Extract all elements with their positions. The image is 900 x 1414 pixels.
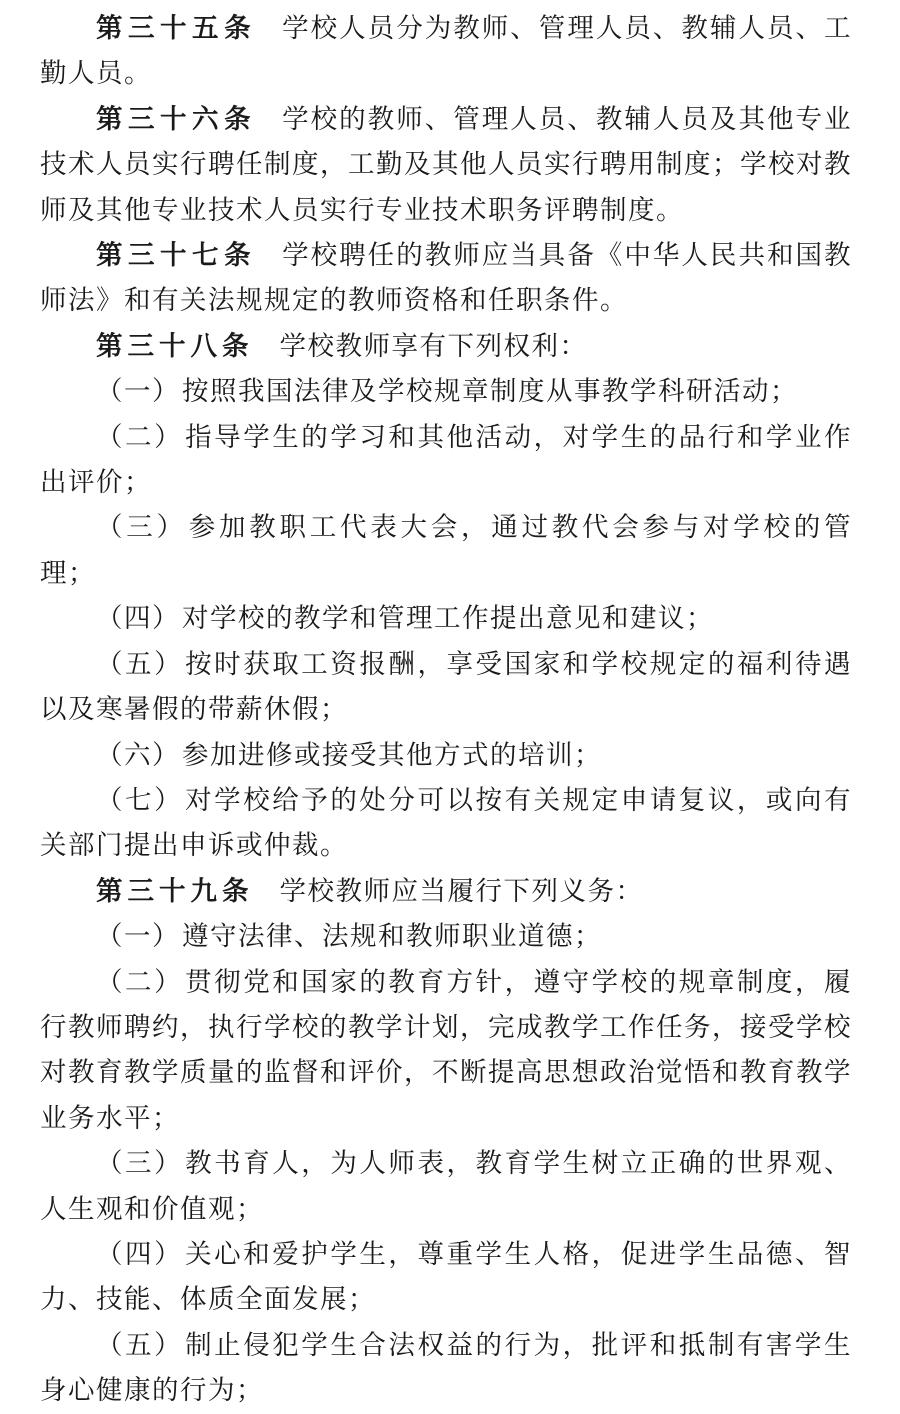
article-number: 第三十九条	[96, 875, 254, 907]
article-text: 学校的教师、管理人员、教辅人员及其他专业技术人员实行聘任制度，工勤及其他人员实行聘用制度；学校对教师及其他专业技术人员实行专业技术职务评聘制度。	[40, 103, 853, 226]
item-text: 参加教职工代表大会，通过教代会参与对学校的管理；	[40, 512, 852, 589]
item-number: （六）	[96, 739, 180, 771]
article-39	[40, 869, 852, 914]
item-number: （五）	[96, 1329, 184, 1361]
item-number: （二）	[96, 421, 184, 453]
list-item	[40, 415, 852, 506]
list-item	[40, 596, 852, 641]
list-item	[40, 733, 852, 778]
item-number: （三）	[96, 1148, 184, 1180]
item-text: 制止侵犯学生合法权益的行为，批评和抵制有害学生身心健康的行为；	[40, 1329, 853, 1407]
item-text: 对学校给予的处分可以按有关规定申请复议，或向有关部门提出申诉或仲裁。	[40, 784, 853, 862]
item-text: 指导学生的学习和其他活动，对学生的品行和学业作出评价；	[40, 421, 853, 499]
article-text: 学校人员分为教师、管理人员、教辅人员、工勤人员。	[40, 13, 853, 90]
item-text: 按照我国法律及学校规章制度从事教学科研活动；	[182, 376, 798, 408]
list-item	[40, 1232, 852, 1323]
list-item	[40, 778, 852, 869]
article-text: 学校教师应当履行下列义务：	[279, 875, 644, 907]
article-35	[40, 6, 852, 97]
list-item	[40, 642, 852, 733]
item-text: 遵守法律、法规和教师职业道德；	[182, 921, 602, 953]
item-text: 参加进修或接受其他方式的培训；	[182, 739, 602, 771]
article-number: 第三十五条	[96, 13, 257, 44]
article-36	[40, 97, 852, 233]
item-number: （二）	[96, 966, 184, 998]
item-number: （一）	[96, 921, 180, 953]
item-text: 关心和爱护学生，尊重学生人格，促进学生品德、智力、技能、体质全面发展；	[40, 1238, 853, 1316]
item-number: （七）	[96, 784, 184, 816]
item-text: 按时获取工资报酬，享受国家和学校规定的福利待遇以及寒暑假的带薪休假；	[40, 648, 853, 726]
article-number: 第三十八条	[96, 330, 254, 362]
list-item	[40, 1323, 852, 1414]
item-text: 教书育人，为人师表，教育学生树立正确的世界观、人生观和价值观；	[40, 1148, 853, 1225]
item-number: （一）	[96, 376, 180, 408]
item-number: （四）	[96, 1238, 184, 1270]
article-number: 第三十六条	[96, 103, 257, 135]
article-number: 第三十七条	[96, 240, 257, 272]
article-37	[40, 233, 852, 324]
article-text: 学校教师享有下列权利：	[279, 330, 588, 362]
list-item	[40, 960, 852, 1142]
item-text: 贯彻党和国家的教育方针，遵守学校的规章制度，履行教师聘约，执行学校的教学计划，完成教学工作任务，接受学校对教育教学质量的监督和评价，不断提高思想政治觉悟和教育教学业务水平；	[40, 966, 853, 1134]
list-item	[40, 1141, 852, 1232]
item-number: （四）	[96, 603, 180, 635]
item-number: （三）	[96, 512, 187, 544]
article-38	[40, 324, 852, 369]
list-item	[40, 914, 852, 959]
document-page	[40, 6, 852, 1414]
item-number: （五）	[96, 648, 184, 680]
item-text: 对学校的教学和管理工作提出意见和建议；	[182, 603, 714, 635]
list-item	[40, 369, 852, 414]
list-item	[40, 505, 852, 596]
article-text: 学校聘任的教师应当具备《中华人民共和国教师法》和有关法规规定的教师资格和任职条件。	[40, 240, 853, 317]
